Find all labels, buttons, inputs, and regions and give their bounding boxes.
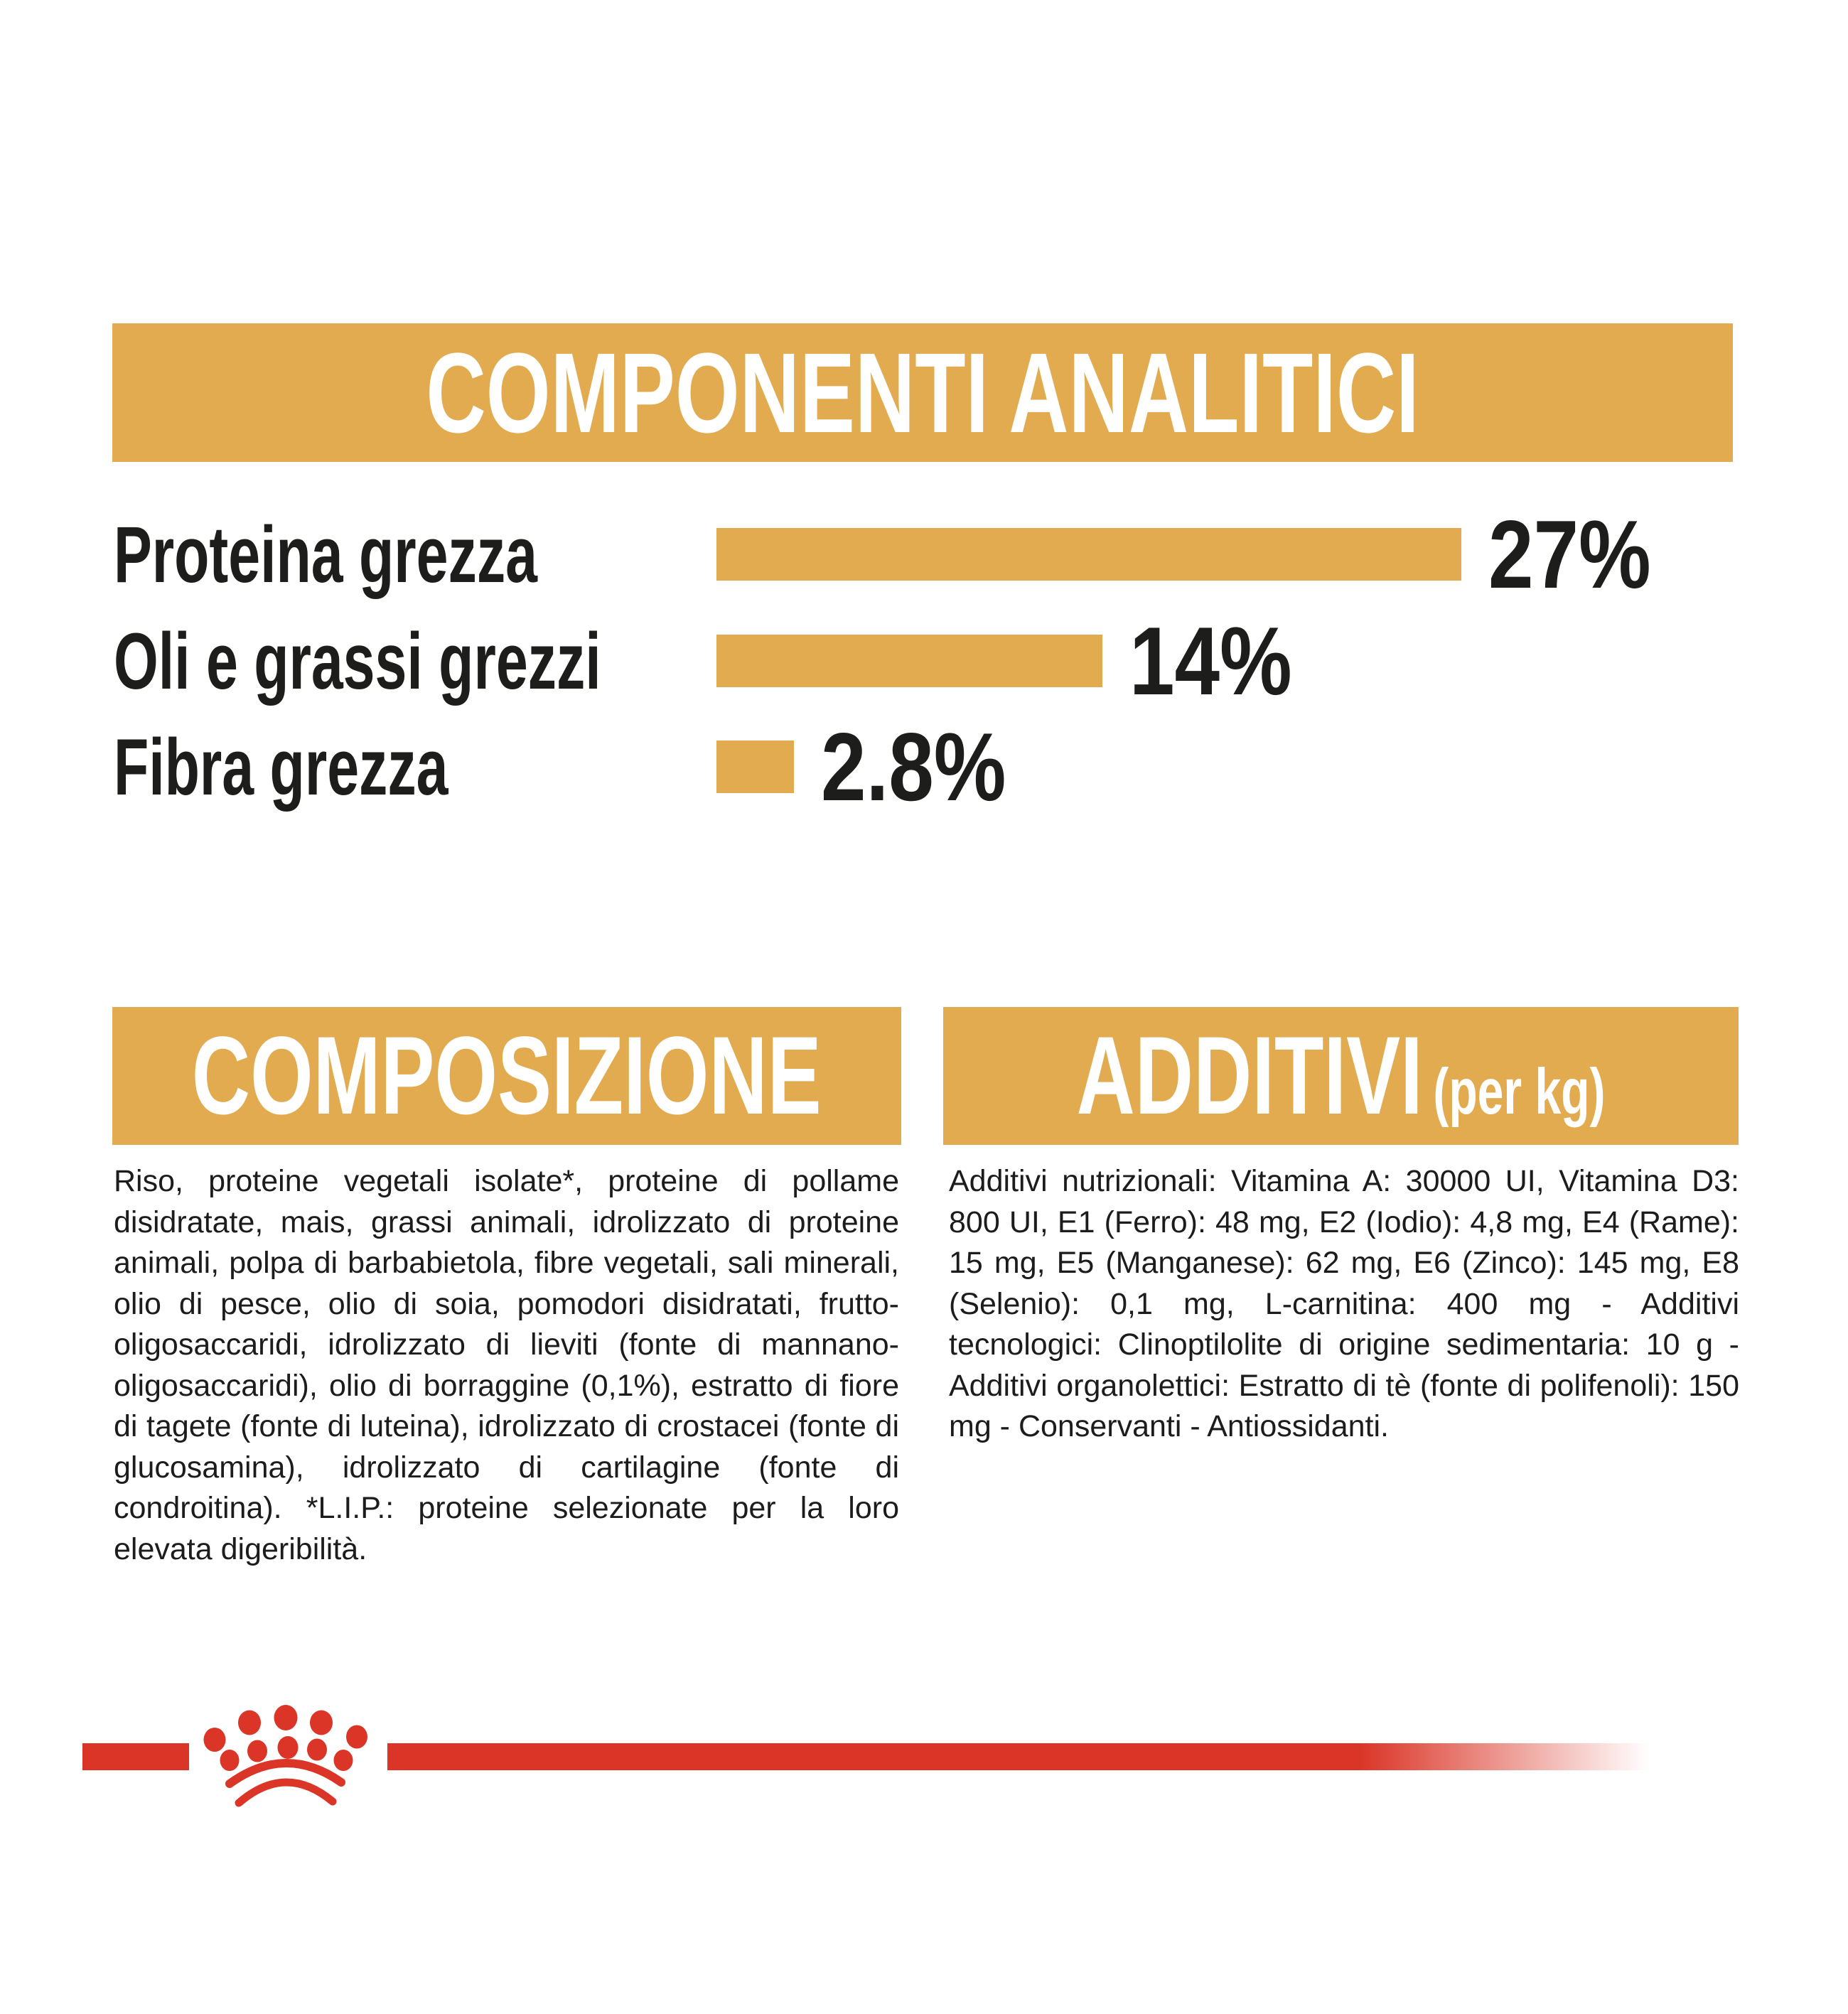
chart-value-label: 14% (1129, 607, 1292, 715)
chart-row-label: Oli e grassi grezzi (114, 616, 601, 706)
chart-bar-protein (716, 528, 1461, 581)
chart-value-label: 27% (1488, 500, 1651, 608)
chart-bar-fibre (716, 741, 794, 793)
additives-banner (943, 1007, 1739, 1145)
composition-text: Riso, proteine vegetali isolate*, proteine di pollame disidratate, mais, grassi animali, idrolizzato di proteine animali, polpa di barbabietola, fibre vegetali, sali minerali, olio di pesce, olio di soia, pomodori disidratati, frutto-oligosaccaridi, idrolizzato di lieviti (fonte di mannano-oligosaccaridi), olio di borraggine (0,1%), estratto di fiore di tagete (fonte di luteina), idrolizzato di crostacei (fonte di glucosamina), idrolizzato di cartilagine (fonte di condroitina). *L.I.P.: proteine selezionate per la loro elevata digeribilità. (114, 1164, 899, 1566)
chart-row-fibre (114, 713, 1041, 820)
royal-canin-crown-icon (198, 1704, 375, 1811)
brand-band-left (82, 1743, 189, 1770)
analytical-components-title: COMPONENTI ANALITICI (426, 328, 1419, 456)
analytical-components-banner (112, 323, 1733, 462)
brand-band-right (387, 1743, 1649, 1770)
chart-row-protein (114, 501, 1682, 608)
additives-title: ADDITIVI (per kg) (1076, 1013, 1606, 1138)
composition-title: COMPOSIZIONE (192, 1013, 822, 1138)
chart-row-fat (114, 608, 1323, 714)
additives-text: Additivi nutrizionali: Vitamina A: 30000 UI, Vitamina D3: 800 UI, E1 (Ferro): 48 mg, E2 (Iodio): 4,8 mg, E4 (Rame): 15 mg, E5 (Manganese): 62 mg, E6 (Zinco): 145 mg, E8 (Selenio): 0,1 mg, L-carnitina: 400 mg - Additivi tecnologici: Clinoptilolite di origine sedimentaria: 10 g - Additivi organolettici: Estratto di tè (fonte di polifenoli): 150 mg - Conservanti - Antiossidanti. (949, 1164, 1739, 1443)
chart-row-label: Fibra grezza (114, 722, 448, 812)
composition-banner (112, 1007, 901, 1145)
chart-value-label: 2.8% (821, 713, 1006, 821)
chart-bar-fat (716, 635, 1102, 687)
chart-row-label: Proteina grezza (114, 510, 538, 599)
additives-title-suffix: (per kg) (1433, 1055, 1606, 1128)
